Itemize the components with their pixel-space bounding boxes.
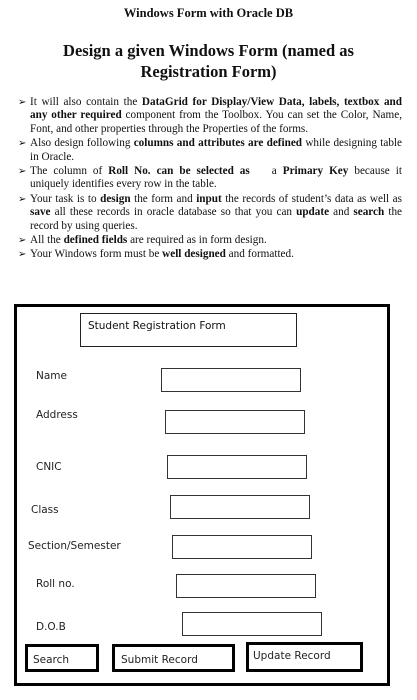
bullet-text: a	[271, 165, 283, 178]
bullet-item	[18, 165, 402, 192]
arrow-bullet-icon: ➢	[18, 97, 27, 108]
bullet-item	[18, 248, 402, 261]
search-button-label: Search	[33, 654, 70, 666]
arrow-bullet-icon: ➢	[18, 249, 27, 261]
roll-no-label: Roll no.	[36, 578, 75, 590]
requirements-list	[18, 96, 402, 263]
bullet-bold: well designed	[162, 248, 226, 261]
bullet-text: The column of	[30, 165, 109, 178]
update-record-button[interactable]	[246, 642, 363, 672]
section-semester-label: Section/Semester	[28, 540, 121, 552]
bullet-bold: Primary Key	[282, 165, 349, 178]
bullet-text: Your task is to	[30, 192, 101, 205]
address-label: Address	[36, 409, 78, 421]
bullet-bold: defined fields	[63, 234, 128, 247]
cnic-field[interactable]	[167, 455, 307, 479]
bullet-bold: update	[296, 206, 330, 219]
update-record-button-label: Update Record	[253, 650, 331, 662]
address-field[interactable]	[165, 410, 305, 434]
page-title-line-2: Registration Form)	[140, 62, 277, 81]
bullet-text: the records of student’s data as well as	[221, 192, 402, 205]
bullet-text: component from the Toolbox. You can set the Color, Name, Font, and other properties through the Properties of the forms.	[30, 109, 402, 135]
bullet-bold: search	[353, 206, 385, 219]
bullet-bold: columns and attributes are defined	[133, 137, 303, 150]
class-label: Class	[31, 504, 59, 516]
bullet-text: because it uniquely identifies every row in the table.	[30, 165, 402, 191]
class-field[interactable]	[170, 495, 310, 519]
roll-no-field[interactable]	[176, 574, 316, 598]
bullet-text: the record by using queries.	[30, 206, 403, 232]
submit-record-button-label: Submit Record	[121, 654, 198, 666]
bullet-text: are required as in form design.	[127, 234, 267, 247]
section-semester-field[interactable]	[172, 535, 312, 559]
form-title: Student Registration Form	[88, 320, 226, 332]
arrow-bullet-icon: ➢	[18, 235, 27, 247]
bullet-item	[18, 137, 402, 164]
bullet-text: It will also contain the	[30, 96, 142, 108]
bullet-text: the form and	[130, 192, 197, 205]
bullet-item	[18, 234, 402, 247]
arrow-bullet-icon: ➢	[18, 166, 27, 178]
cnic-label: CNIC	[36, 461, 62, 473]
bullet-item	[18, 96, 402, 136]
bullet-bold: input	[196, 192, 222, 205]
arrow-bullet-icon: ➢	[18, 138, 27, 150]
page-title-line-1: Design a given Windows Form (named as	[63, 41, 354, 60]
bullet-text: and formatted.	[225, 248, 294, 261]
bullet-text: Your Windows form must be	[30, 248, 163, 261]
name-label: Name	[36, 370, 67, 382]
bullet-text: while designing table in Oracle.	[30, 137, 402, 163]
bullet-bold: save	[30, 206, 51, 219]
arrow-bullet-icon: ➢	[18, 193, 27, 205]
dob-label: D.O.B	[36, 621, 66, 633]
name-field[interactable]	[161, 368, 301, 392]
submit-record-button[interactable]	[112, 644, 235, 672]
bullet-text: All the	[30, 234, 64, 247]
bullet-item	[18, 193, 402, 233]
bullet-bold: design	[100, 192, 131, 205]
bullet-bold: Roll No. can be selected as	[108, 165, 250, 178]
bullet-text: all these records in oracle database so that you can	[50, 206, 297, 219]
dob-field[interactable]	[182, 612, 322, 636]
page-title	[20, 40, 397, 82]
bullet-text: and	[329, 206, 354, 219]
header-title: Windows Form with Oracle DB	[123, 6, 294, 20]
bullet-text: Also design following	[30, 137, 134, 150]
search-button[interactable]	[25, 644, 99, 672]
bullet-bold: DataGrid for Display/View Data, labels, textbox and any other required	[30, 96, 403, 122]
